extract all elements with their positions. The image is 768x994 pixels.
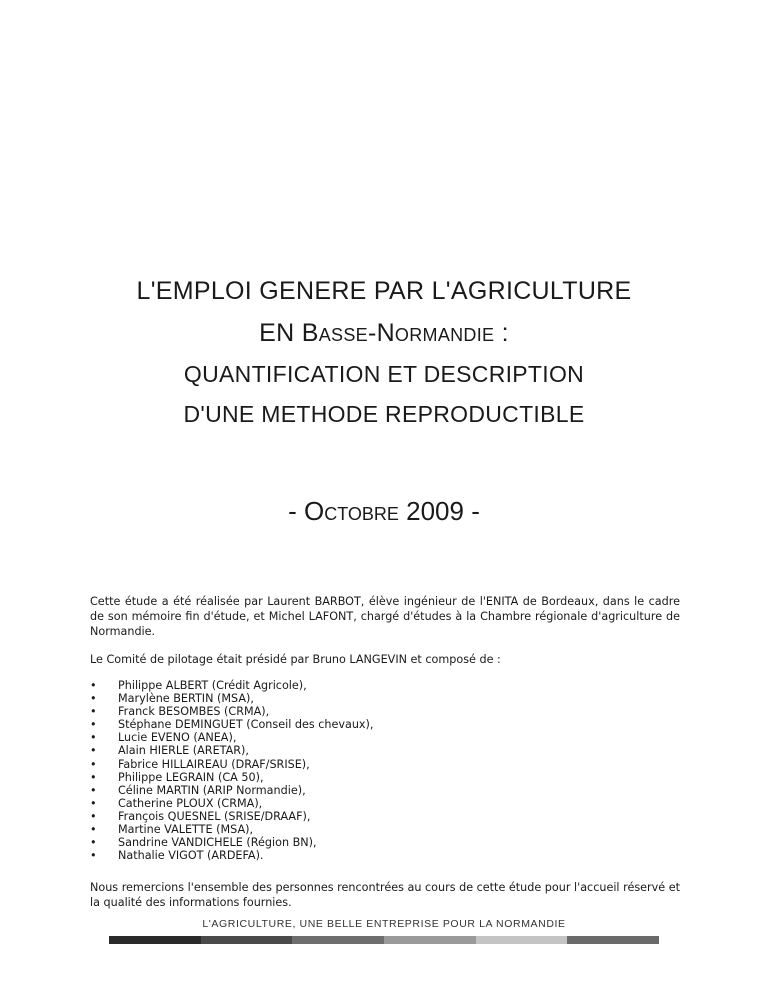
list-item: • Catherine PLOUX (CRMA), — [90, 796, 263, 810]
intro-paragraph: Cette étude a été réalisée par Laurent BARBOT, élève ingénieur de l'ENITA de Bordeaux, dans le cadre de son mémoire fin d'étude, et Michel LAFONT, chargé d'études à la Chambre régionale d'agriculture de Normandie. — [90, 595, 680, 638]
document-date: - Octobre 2009 - — [288, 496, 480, 526]
bullet-icon: • — [90, 744, 97, 758]
committee-intro: Le Comité de pilotage était présidé par Bruno LANGEVIN et composé de : — [90, 653, 501, 666]
footer-bar-segment — [109, 936, 201, 944]
bullet-icon: • — [90, 836, 97, 850]
list-item: • Alain HIERLE (ARETAR), — [90, 744, 249, 758]
footer-bar-segment — [476, 936, 568, 944]
bullet-icon: • — [90, 809, 97, 823]
list-item: • Philippe LEGRAIN (CA 50), — [90, 770, 264, 784]
list-item: • Céline MARTIN (ARIP Normandie), — [90, 783, 306, 797]
list-item: • Nathalie VIGOT (ARDEFA). — [90, 849, 264, 863]
footer-color-bar — [109, 936, 659, 944]
list-item: • Sandrine VANDICHELE (Région BN), — [90, 836, 317, 850]
bullet-icon: • — [90, 770, 97, 784]
bullet-icon: • — [90, 718, 97, 732]
list-item: • Stéphane DEMINGUET (Conseil des chevaux), — [90, 718, 374, 732]
bullet-icon: • — [90, 783, 97, 797]
bullet-icon: • — [90, 692, 97, 706]
list-item: • Philippe ALBERT (Crédit Agricole), — [90, 679, 307, 692]
footer-bar-segment — [292, 936, 384, 944]
bullet-icon: • — [90, 823, 97, 837]
title-line-4: D'UNE METHODE REPRODUCTIBLE — [183, 401, 585, 427]
list-item: • Fabrice HILLAIREAU (DRAF/SRISE), — [90, 757, 310, 771]
footer-bar-segment — [567, 936, 659, 944]
bullet-icon: • — [90, 705, 97, 719]
title-line-2: EN Basse-Normandie : — [259, 319, 509, 347]
thanks-paragraph: Nous remercions l'ensemble des personnes rencontrées au cours de cette étude pour l'accueil réservé et la qualité des informations fournies. — [90, 881, 680, 909]
list-item: • François QUESNEL (SRISE/DRAAF), — [90, 809, 311, 823]
list-item: • Lucie EVENO (ANEA), — [90, 731, 237, 745]
footer-slogan: L'AGRICULTURE, UNE BELLE ENTREPRISE POUR LA NORMANDIE — [202, 918, 566, 930]
bullet-icon: • — [90, 679, 97, 692]
bullet-icon: • — [90, 796, 97, 810]
title-line-1: L'EMPLOI GENERE PAR L'AGRICULTURE — [136, 277, 632, 305]
footer-bar-segment — [384, 936, 476, 944]
list-item: • Martine VALETTE (MSA), — [90, 823, 254, 837]
footer-bar-segment — [201, 936, 293, 944]
committee-member-list — [90, 679, 680, 862]
document-title — [0, 270, 768, 434]
bullet-icon: • — [90, 849, 97, 863]
title-line-3: QUANTIFICATION ET DESCRIPTION — [183, 361, 585, 387]
bullet-icon: • — [90, 731, 97, 745]
bullet-icon: • — [90, 757, 97, 771]
list-item: • Franck BESOMBES (CRMA), — [90, 705, 270, 719]
list-item: • Marylène BERTIN (MSA), — [90, 692, 254, 706]
